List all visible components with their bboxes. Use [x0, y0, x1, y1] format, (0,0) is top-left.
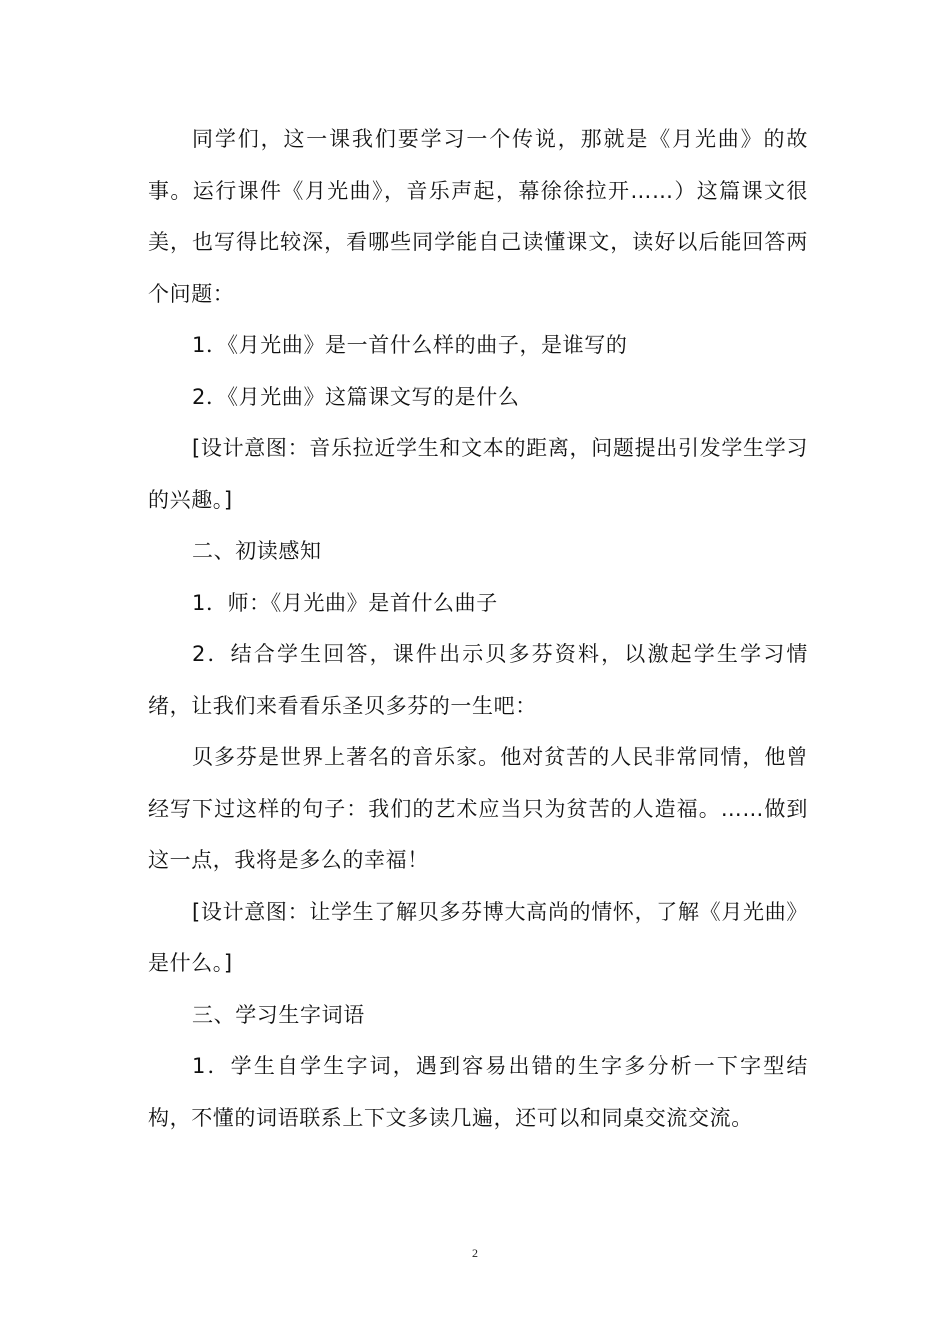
question-2: 2．《月光曲》这篇课文写的是什么 [192, 384, 520, 409]
question-1: 1．《月光曲》是一首什么样的曲子，是谁写的 [192, 333, 628, 357]
vocabulary-step-1: 1．学生自学生字词，遇到容易出错的生字多分析一下字型结构，不懂的词语联系上下文多读几遍，还可以和同桌交流交流。 [148, 1054, 808, 1130]
design-intent-1: [设计意图：音乐拉近学生和文本的距离，问题提出引发学生学习的兴趣。] [148, 436, 808, 512]
page-body [148, 114, 808, 1144]
design-intent-2: [设计意图：让学生了解贝多芬博大高尚的情怀，了解《月光曲》是什么。] [148, 899, 808, 975]
section-heading-vocabulary: 三、学习生字词语 [192, 1002, 365, 1027]
step-2-beethoven-materials: 2．结合学生回答，课件出示贝多芬资料，以激起学生学习情绪，让我们来看看乐圣贝多芬的一生吧： [148, 642, 808, 718]
page-number: 2 [472, 1246, 478, 1260]
paragraph-intro: 同学们，这一课我们要学习一个传说，那就是《月光曲》的故事。运行课件《月光曲》，音乐声起，幕徐徐拉开……）这篇课文很美，也写得比较深，看哪些同学能自己读懂课文，读好以后能回答两个问题： [148, 127, 808, 306]
step-1-teacher-question: 1．师：《月光曲》是首什么曲子 [192, 590, 498, 615]
beethoven-quote: 贝多芬是世界上著名的音乐家。他对贫苦的人民非常同情，他曾经写下过这样的句子：我们的艺术应当只为贫苦的人造福。……做到这一点，我将是多么的幸福！ [148, 745, 808, 872]
section-heading-initial-reading: 二、初读感知 [192, 539, 322, 563]
